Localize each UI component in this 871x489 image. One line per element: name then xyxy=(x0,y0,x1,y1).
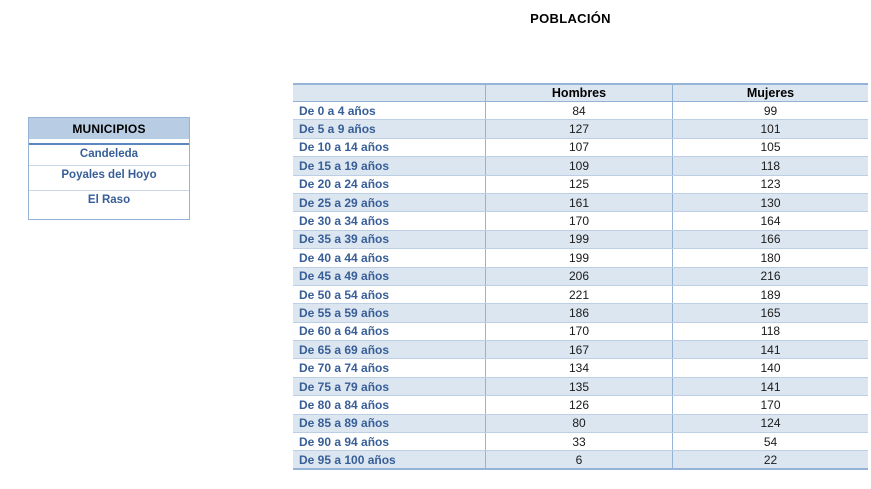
table-row xyxy=(293,231,868,249)
age-group-cell[interactable]: De 35 a 39 años xyxy=(299,232,390,247)
age-group-cell[interactable]: De 20 a 24 años xyxy=(299,177,390,192)
age-group-cell[interactable]: De 85 a 89 años xyxy=(299,416,390,431)
table-row xyxy=(293,359,868,377)
table-row xyxy=(293,120,868,138)
municipios-list xyxy=(29,145,189,219)
age-group-cell[interactable]: De 75 a 79 años xyxy=(299,379,390,394)
hombres-cell[interactable]: 33 xyxy=(485,433,672,450)
age-group-cell[interactable]: De 60 a 64 años xyxy=(299,324,390,339)
header-cell-mujeres[interactable]: Mujeres xyxy=(672,85,868,101)
hombres-cell[interactable]: 221 xyxy=(485,286,672,303)
table-row xyxy=(293,176,868,194)
table-row xyxy=(293,212,868,230)
table-row xyxy=(293,396,868,414)
table-row xyxy=(293,323,868,341)
age-group-cell[interactable]: De 80 a 84 años xyxy=(299,397,390,412)
age-group-cell[interactable]: De 30 a 34 años xyxy=(299,214,390,229)
hombres-cell[interactable]: 6 xyxy=(485,451,672,467)
mujeres-cell[interactable]: 166 xyxy=(672,231,868,248)
hombres-cell[interactable]: 84 xyxy=(485,102,672,119)
header-cell-hombres[interactable]: Hombres xyxy=(485,85,672,101)
hombres-cell[interactable]: 107 xyxy=(485,139,672,156)
table-row xyxy=(293,268,868,286)
mujeres-cell[interactable]: 170 xyxy=(672,396,868,413)
hombres-cell[interactable]: 125 xyxy=(485,176,672,193)
table-row xyxy=(293,451,868,469)
mujeres-cell[interactable]: 130 xyxy=(672,194,868,211)
mujeres-cell[interactable]: 99 xyxy=(672,102,868,119)
mujeres-cell[interactable]: 22 xyxy=(672,451,868,467)
age-group-cell[interactable]: De 65 a 69 años xyxy=(299,342,390,357)
table-row xyxy=(293,433,868,451)
hombres-cell[interactable]: 206 xyxy=(485,268,672,285)
age-group-cell[interactable]: De 45 a 49 años xyxy=(299,269,390,284)
hombres-cell[interactable]: 170 xyxy=(485,212,672,229)
population-table xyxy=(293,83,868,470)
municipio-item[interactable]: Poyales del Hoyo xyxy=(29,166,189,191)
hombres-cell[interactable]: 80 xyxy=(485,415,672,432)
age-group-cell[interactable]: De 25 a 29 años xyxy=(299,195,390,210)
mujeres-cell[interactable]: 180 xyxy=(672,249,868,266)
hombres-cell[interactable]: 167 xyxy=(485,341,672,358)
hombres-cell[interactable]: 170 xyxy=(485,323,672,340)
table-row xyxy=(293,304,868,322)
table-row xyxy=(293,378,868,396)
age-group-cell[interactable]: De 10 a 14 años xyxy=(299,140,390,155)
mujeres-cell[interactable]: 124 xyxy=(672,415,868,432)
hombres-cell[interactable]: 199 xyxy=(485,249,672,266)
age-group-cell[interactable]: De 50 a 54 años xyxy=(299,287,390,302)
mujeres-cell[interactable]: 54 xyxy=(672,433,868,450)
age-group-cell[interactable]: De 95 a 100 años xyxy=(299,452,396,467)
age-group-cell[interactable]: De 40 a 44 años xyxy=(299,250,390,265)
mujeres-cell[interactable]: 189 xyxy=(672,286,868,303)
hombres-cell[interactable]: 161 xyxy=(485,194,672,211)
hombres-cell[interactable]: 186 xyxy=(485,304,672,321)
municipios-header: MUNICIPIOS xyxy=(29,118,189,139)
table-row xyxy=(293,139,868,157)
table-row xyxy=(293,341,868,359)
hombres-cell[interactable]: 199 xyxy=(485,231,672,248)
table-row xyxy=(293,286,868,304)
header-cell-age-group[interactable] xyxy=(293,85,485,101)
hombres-cell[interactable]: 134 xyxy=(485,359,672,376)
mujeres-cell[interactable]: 118 xyxy=(672,323,868,340)
age-group-cell[interactable]: De 90 a 94 años xyxy=(299,434,390,449)
age-group-cell[interactable]: De 5 a 9 años xyxy=(299,122,376,137)
mujeres-cell[interactable]: 101 xyxy=(672,120,868,137)
mujeres-cell[interactable]: 141 xyxy=(672,341,868,358)
table-row xyxy=(293,102,868,120)
mujeres-cell[interactable]: 140 xyxy=(672,359,868,376)
mujeres-cell[interactable]: 118 xyxy=(672,157,868,174)
mujeres-cell[interactable]: 123 xyxy=(672,176,868,193)
hombres-cell[interactable]: 127 xyxy=(485,120,672,137)
age-group-cell[interactable]: De 55 a 59 años xyxy=(299,305,390,320)
municipios-panel xyxy=(28,117,190,220)
age-group-cell[interactable]: De 70 a 74 años xyxy=(299,361,390,376)
municipio-item[interactable]: El Raso xyxy=(29,191,189,219)
mujeres-cell[interactable]: 105 xyxy=(672,139,868,156)
hombres-cell[interactable]: 126 xyxy=(485,396,672,413)
hombres-cell[interactable]: 135 xyxy=(485,378,672,395)
age-group-cell[interactable]: De 15 a 19 años xyxy=(299,158,390,173)
hombres-cell[interactable]: 109 xyxy=(485,157,672,174)
table-row xyxy=(293,157,868,175)
mujeres-cell[interactable]: 141 xyxy=(672,378,868,395)
population-table-body xyxy=(293,102,868,470)
mujeres-cell[interactable]: 164 xyxy=(672,212,868,229)
mujeres-cell[interactable]: 216 xyxy=(672,268,868,285)
municipio-item[interactable]: Candeleda xyxy=(29,145,189,166)
age-group-cell[interactable]: De 0 a 4 años xyxy=(299,103,376,118)
table-row xyxy=(293,415,868,433)
table-row xyxy=(293,194,868,212)
table-header-row xyxy=(293,85,868,102)
mujeres-cell[interactable]: 165 xyxy=(672,304,868,321)
table-row xyxy=(293,249,868,267)
page-title: POBLACIÓN xyxy=(530,11,611,26)
